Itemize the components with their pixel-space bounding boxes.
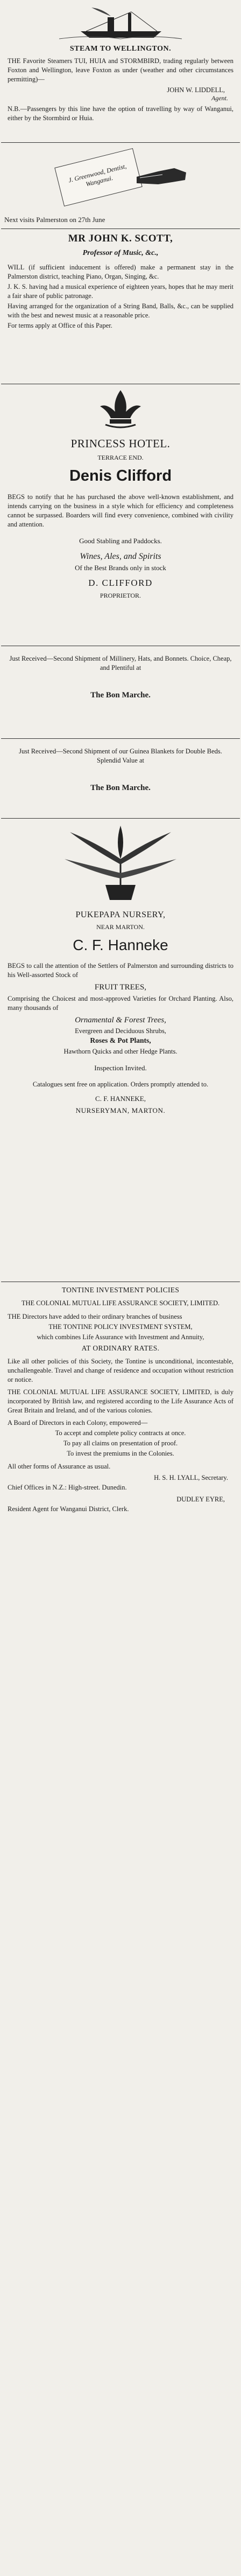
nursery-body-1: BEGS to call the attention of the Settlers of Palmerston and surrounding districts to his Well-assorted Stock of [8,962,233,979]
tontine-system: THE TONTINE POLICY INVESTMENT SYSTEM, [48,1323,193,1331]
hotel-advertisement [0,387,241,600]
hotel-brands: Of the Best Brands only in stock [75,564,166,572]
tontine-heading: TONTINE INVESTMENT POLICIES [61,1286,180,1294]
tontine-power-1: To accept and complete policy contracts at once. [55,1429,186,1437]
tontine-body-2: which combines Life Assurance with Investment and Annuity, [37,1333,204,1341]
nursery-signature: C. F. HANNEKE, [95,1095,146,1103]
tontine-agent-title: Resident Agent for Wanganui District, Clerk. [8,1505,129,1513]
dentist-card [0,146,241,216]
steamer-heading: STEAM TO WELLINGTON. [69,45,172,53]
bon-marche-1-body: Just Received—Second Shipment of Millinery, Hats, and Bonnets. Choice, Cheap, and Plentiful at [9,655,232,671]
insurance-advertisement [0,1286,241,1514]
steamer-advertisement [0,1,241,123]
nursery-roses: Roses & Pot Plants, [90,1036,151,1044]
hotel-proprietor-name: Denis Clifford [69,467,172,484]
hotel-proprietor-title: PROPRIETOR. [100,592,141,599]
nursery-body-2: Comprising the Choicest and most-approved Varieties for Orchard Planting. Also, many thousands of [8,995,233,1012]
tontine-rates: AT ORDINARY RATES. [81,1344,160,1352]
hand-icon [137,158,190,196]
bon-marche-2-store: The Bon Marche. [90,784,151,792]
nursery-body-3: Evergreen and Deciduous Shrubs, [75,1027,166,1035]
scott-subheading: Professor of Music, &c., [82,249,159,257]
divider [1,738,240,739]
tontine-offices: Chief Offices in N.Z.: High-street. Dunedin. [8,1484,127,1491]
tontine-agent-name: DUDLEY EYRE, [176,1495,225,1503]
steamship-icon [0,1,241,41]
bon-marche-2-body: Just Received—Second Shipment of our Guinea Blankets for Double Beds. Splendid Value at [19,747,222,764]
hotel-address: TERRACE END. [97,454,144,461]
tontine-body-5: A Board of Directors in each Colony, empowered— [8,1419,148,1427]
tontine-body-3: Like all other policies of this Society, the Tontine is unconditional, incontestable, unchallengeable. Travel and change of residence and occupation without restriction or notice. [8,1358,233,1383]
scott-body-4: For terms apply at Office of this Paper. [8,322,112,329]
bon-marche-blankets-advertisement [0,747,241,793]
divider [1,142,240,143]
steamer-body: THE Favorite Steamers TUI, HUIA and STORMBIRD, trading regularly between Foxton and Wellington, leave Foxton as under (weather and other circumstances permitting)— [8,57,233,83]
tontine-secretary: H. S. H. LYALL, Secretary. [154,1474,228,1481]
nursery-heading: PUKEPAPA NURSERY, [75,910,166,919]
nursery-body-4: Hawthorn Quicks and other Hedge Plants. [63,1048,178,1055]
divider [1,818,240,819]
nursery-owner-name: C. F. Hanneke [73,937,168,953]
nursery-location: NEAR MARTON. [96,923,145,931]
nursery-ornamental-trees: Ornamental & Forest Trees, [75,1016,166,1024]
scott-body-1: WILL (if sufficient inducement is offered) make a permanent stay in the Palmerston district, teaching Piano, Organ, Singing, &c. [8,264,233,280]
nursery-inspection: Inspection Invited. [94,1064,147,1072]
hotel-body: BEGS to notify that he has purchased the above well-known establishment, and intends carrying on the business in a style which for efficiency and completeness cannot be surpassed. Boarders will find every convenience, combined with civility and attention. [8,493,233,528]
bon-marche-millinery-advertisement [0,654,241,700]
hotel-signature: D. CLIFFORD [88,578,153,588]
dentist-notice: Next visits Palmerston on 27th June [4,216,105,224]
steamer-note: N.B.—Passengers by this line have the option of travelling by way of Wanganui, either by the Stormbird or Huia. [8,105,233,122]
hotel-wines: Wines, Ales, and Spirits [80,552,161,561]
steamer-agent-title: Agent. [211,94,228,102]
nursery-advertisement [0,821,241,1115]
tontine-power-3: To invest the premiums in the Colonies. [67,1450,174,1457]
nursery-title: NURSERYMAN, MARTON. [75,1106,166,1114]
plant-vase-ornament-icon [0,821,241,902]
divider [1,228,240,229]
steamer-agent-name: JOHN W. LIDDELL, [167,86,225,94]
tontine-society: THE COLONIAL MUTUAL LIFE ASSURANCE SOCIETY, LIMITED. [21,1299,220,1307]
crown-feather-ornament-icon [0,387,241,430]
nursery-catalogues: Catalogues sent free on application. Orders promptly attended to. [32,1081,209,1088]
tontine-power-2: To pay all claims on presentation of proof. [63,1439,178,1447]
music-teacher-advertisement [0,233,241,330]
dentist-card-text: J. Greenwood, Dentist, Wanganui. [67,162,127,188]
dentist-advertisement [0,146,241,224]
nursery-fruit-trees: FRUIT TREES, [94,983,147,992]
hotel-stabling: Good Stabling and Paddocks. [79,537,162,545]
hotel-heading: PRINCESS HOTEL. [70,437,171,450]
tontine-footer: All other forms of Assurance as usual. [8,1463,111,1470]
scott-body-3: Having arranged for the organization of a String Band, Balls, &c., can be supplied with the best and newest music at a reasonable price. [8,302,233,319]
scott-heading: MR JOHN K. SCOTT, [68,233,173,244]
scott-body-2: J. K. S. having had a musical experience of eighteen years, hopes that he may merit a fair share of public patronage. [8,283,233,300]
bon-marche-1-store: The Bon Marche. [90,691,151,700]
tontine-body-4: THE COLONIAL MUTUAL LIFE ASSURANCE SOCIETY, LIMITED, is duly incorporated by British law, and registered according to the Life Assurance Acts of Great Britain and Ireland, and of the various colonies. [8,1388,233,1414]
tontine-body-1: THE Directors have added to their ordinary branches of business [8,1313,182,1320]
